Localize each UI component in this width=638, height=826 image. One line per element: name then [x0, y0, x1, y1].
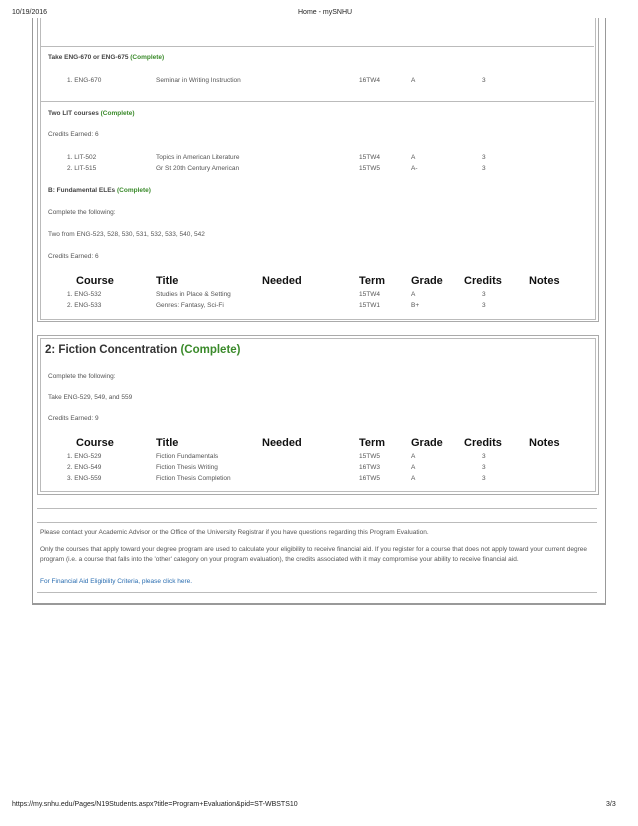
course-title: Topics in American Literature [156, 154, 240, 161]
page-title: Home - mySNHU [298, 9, 353, 16]
column-course: Course [76, 275, 114, 287]
divider [41, 46, 594, 47]
instruction-text: Complete the following: [48, 209, 116, 216]
course-term: 15TW5 [359, 165, 380, 172]
instruction-text: Complete the following: [48, 373, 116, 380]
course-term: 15TW4 [359, 154, 380, 161]
requirement-inner-frame [40, 18, 596, 320]
course-grade: A- [411, 165, 418, 172]
course-grade: A [411, 464, 416, 471]
fiction-concentration-inner-frame [40, 338, 596, 492]
credits-earned: Credits Earned: 6 [48, 253, 99, 260]
course-number: 2. ENG-549 [67, 464, 102, 471]
advisor-contact-text: Please contact your Academic Advisor or the Office of the University Registrar if you have questions regarding this Program Evaluation. [40, 529, 429, 536]
course-grade: A [411, 77, 416, 84]
course-title: Fiction Fundamentals [156, 453, 219, 460]
financial-aid-link[interactable]: For Financial Aid Eligibility Criteria, please click here. [40, 578, 193, 585]
print-url: https://my.snhu.edu/Pages/N19Students.aspx?title=Program+Evaluation&pid=ST-WBSTS10 [12, 801, 298, 808]
course-grade: A [411, 154, 416, 161]
course-term: 16TW3 [359, 464, 380, 471]
column-credits: Credits [464, 275, 502, 287]
course-term: 15TW1 [359, 302, 380, 309]
course-title: Seminar in Writing Instruction [156, 77, 241, 84]
course-title: Gr St 20th Century American [156, 165, 240, 172]
column-needed: Needed [262, 437, 302, 449]
page-number: 3/3 [606, 801, 616, 808]
column-course: Course [76, 437, 114, 449]
column-title: Title [156, 437, 179, 449]
course-credits: 3 [482, 464, 486, 471]
divider [41, 101, 594, 102]
course-credits: 3 [482, 302, 486, 309]
divider [37, 522, 597, 523]
course-title: Fiction Thesis Completion [156, 475, 231, 482]
course-term: 16TW5 [359, 475, 380, 482]
course-credits: 3 [482, 77, 486, 84]
req-eng670-heading: Take ENG-670 or ENG-675 (Complete) [48, 54, 165, 61]
course-number: 3. ENG-559 [67, 475, 102, 482]
column-needed: Needed [262, 275, 302, 287]
req-lit-heading: Two LIT courses (Complete) [48, 110, 135, 117]
financial-aid-text: Only the courses that apply toward your degree program are used to calculate your eligibility to receive financial aid. If you register for a course that does not apply toward your current degree program (i.e. a course that falls into the 'other' category on your program evaluation), the credits associated with it may compromise your ability to receive financial aid. [40, 546, 588, 563]
credits-earned: Credits Earned: 6 [48, 131, 99, 138]
column-grade: Grade [411, 275, 443, 287]
course-credits: 3 [482, 475, 486, 482]
course-number: 2. ENG-533 [67, 302, 102, 309]
divider [37, 508, 597, 509]
course-title: Genres: Fantasy, Sci-Fi [156, 302, 224, 309]
course-term: 15TW5 [359, 453, 380, 460]
divider [37, 592, 597, 593]
course-grade: A [411, 453, 416, 460]
column-grade: Grade [411, 437, 443, 449]
course-number: 2. LIT-515 [67, 165, 97, 172]
print-date: 10/19/2016 [12, 9, 48, 16]
fiction-heading: 2: Fiction Concentration (Complete) [45, 344, 241, 356]
course-number: 1. ENG-670 [67, 77, 102, 84]
course-credits: 3 [482, 154, 486, 161]
column-credits: Credits [464, 437, 502, 449]
course-credits: 3 [482, 291, 486, 298]
course-credits: 3 [482, 165, 486, 172]
choice-text: Two from ENG-523, 528, 530, 531, 532, 533, 540, 542 [48, 231, 205, 238]
req-b-heading: B: Fundamental ELEs (Complete) [48, 187, 151, 194]
course-term: 15TW4 [359, 291, 380, 298]
course-title: Fiction Thesis Writing [156, 464, 218, 471]
course-title: Studies in Place & Setting [156, 291, 231, 298]
course-term: 16TW4 [359, 77, 380, 84]
course-number: 1. LIT-502 [67, 154, 97, 161]
course-grade: A [411, 291, 416, 298]
column-term: Term [359, 275, 386, 287]
course-grade: B+ [411, 302, 420, 309]
course-grade: A [411, 475, 416, 482]
column-title: Title [156, 275, 179, 287]
course-credits: 3 [482, 453, 486, 460]
column-notes: Notes [529, 437, 560, 449]
column-term: Term [359, 437, 386, 449]
credits-earned: Credits Earned: 9 [48, 415, 99, 422]
course-number: 1. ENG-532 [67, 291, 102, 298]
column-notes: Notes [529, 275, 560, 287]
choice-text: Take ENG-529, 549, and 559 [48, 394, 133, 401]
course-number: 1. ENG-529 [67, 453, 102, 460]
